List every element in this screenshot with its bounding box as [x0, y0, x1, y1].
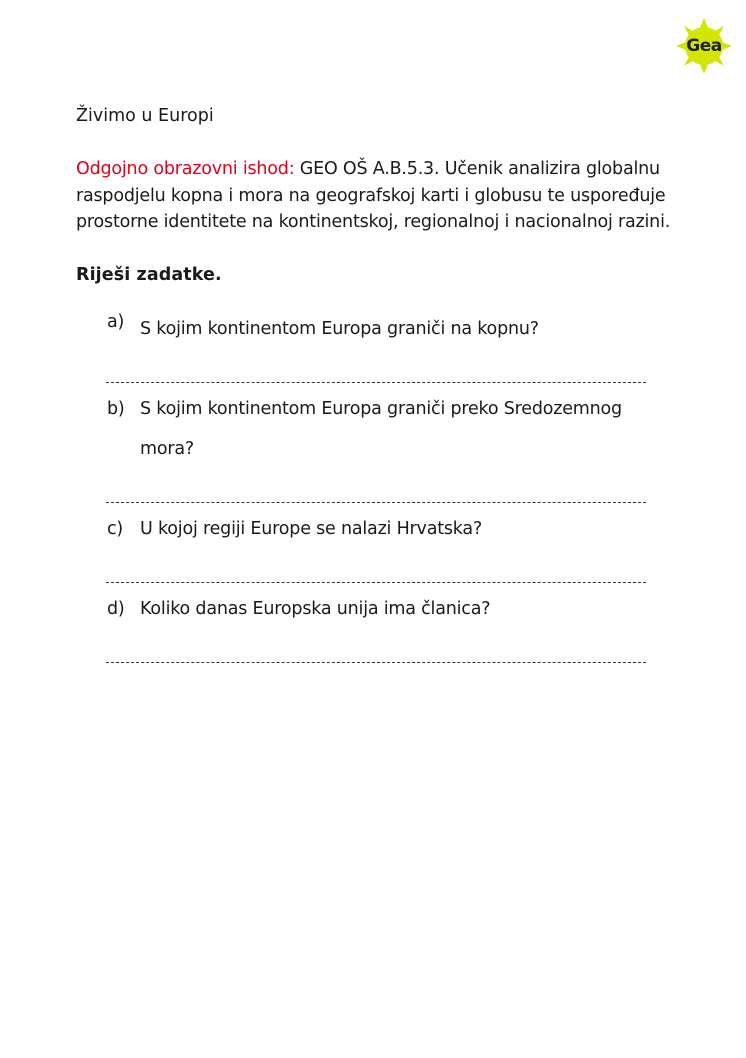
page-title: Živimo u Europi: [76, 106, 214, 126]
answer-line[interactable]: [106, 349, 646, 389]
answer-line[interactable]: [106, 469, 646, 509]
task-item: [76, 509, 676, 589]
task-question: U kojoj regiji Europe se nalazi Hrvatska?: [140, 518, 483, 539]
task-letter: c): [107, 518, 124, 539]
logo-text: Gea: [686, 36, 722, 56]
task-question: S kojim kontinentom Europa graniči preko Sredozemnog mora?: [140, 398, 622, 459]
gea-logo: [676, 18, 732, 74]
task-letter: b): [107, 398, 125, 419]
task-item: [76, 389, 676, 509]
task-letter: a): [107, 311, 125, 332]
task-list: [76, 309, 676, 669]
task-item: [76, 309, 676, 389]
worksheet: [76, 103, 676, 669]
task-letter: d): [107, 598, 125, 619]
learning-outcome: [76, 156, 676, 236]
task-item: [76, 589, 676, 669]
task-question: Koliko danas Europska unija ima članica?: [140, 598, 491, 619]
instruction: Riješi zadatke.: [76, 264, 222, 285]
outcome-text: GEO OŠ A.B.5.3. Učenik analizira globalnu raspodjelu kopna i mora na geografskoj karti i globusu te uspoređuje prostorne identitete na kontinentskoj, regionalnoj i nacionalnoj razini.: [76, 159, 671, 232]
answer-line[interactable]: [106, 549, 646, 589]
outcome-label: Odgojno obrazovni ishod:: [76, 159, 295, 179]
answer-line[interactable]: [106, 629, 646, 669]
task-question: S kojim kontinentom Europa graniči na kopnu?: [140, 318, 539, 339]
